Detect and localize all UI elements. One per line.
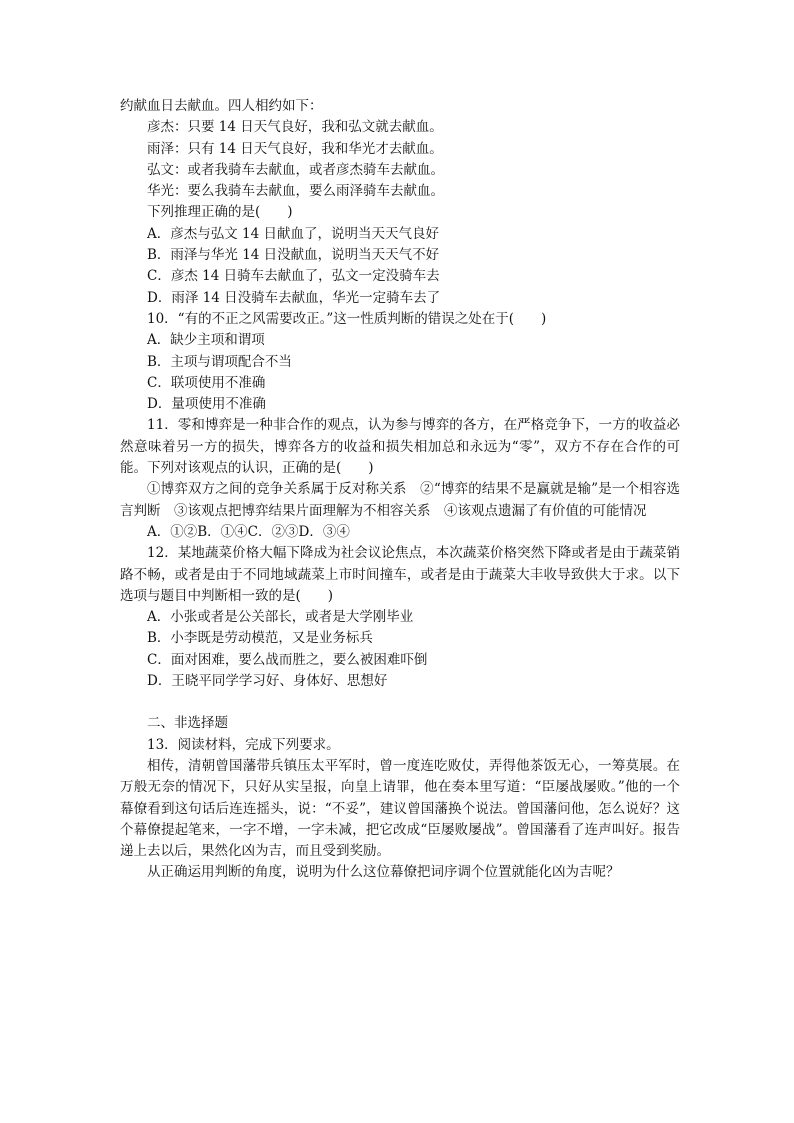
statement-hongwen: 弘文：或者我骑车去献血，或者彦杰骑车去献血。: [147, 161, 444, 178]
q10-option-c: C．联项使用不准确: [147, 374, 266, 391]
q12-stem: 12．某地蔬菜价格大幅下降成为社会议论焦点，本次蔬菜价格突然下降或者是由于蔬菜销路不畅，或者是由于不同地域蔬菜上市时间撞车，或者是由于蔬菜大丰收导致供大于求。以下选项与题目中判断相一致的是( ): [120, 545, 680, 604]
q9-question: 下列推理正确的是( ): [147, 204, 293, 221]
q9-option-a: A．彦杰与弘文 14 日献血了，说明当天天气良好: [147, 225, 440, 242]
statement-huaguang: 华光：要么我骑车去献血，要么雨泽骑车去献血。: [147, 183, 444, 200]
q10-option-b: B．主项与谓项配合不当: [147, 353, 292, 370]
section-heading: 二、非选择题: [147, 715, 228, 732]
q9-option-d: D．雨泽 14 日没骑车去献血，华光一定骑车去了: [147, 289, 441, 306]
q11-options: A．①②B．①④C．②③D．③④: [147, 523, 350, 540]
q9-option-b: B．雨泽与华光 14 日没献血，说明当天天气不好: [147, 247, 440, 264]
intro-line: 约献血日去献血。四人相约如下：: [120, 98, 323, 114]
q13-question: 从正确运用判断的角度，说明为什么这位幕僚把词序调个位置就能化凶为吉呢？: [147, 864, 620, 881]
q12-option-c: C．面对困难，要么战而胜之，要么被困难吓倒: [147, 651, 428, 668]
q12-option-d: D．王晓平同学学习好、身体好、思想好: [147, 673, 388, 690]
q10-stem: 10．“有的不正之风需要改正。”这一性质判断的错误之处在于( ): [147, 310, 547, 327]
q10-option-d: D．量项使用不准确: [147, 396, 266, 413]
section-gap: [120, 692, 680, 713]
q11-stem: 11．零和博弈是一种非合作的观点，认为参与博弈的各方，在严格竞争下，一方的收益必然意味着另一方的损失，博弈各方的收益和损失相加总和永远为“零”，双方不存在合作的可能。下列对该观点的认识，正确的是( ): [120, 417, 680, 477]
statement-yuze: 雨泽：只有 14 日天气良好，我和华光才去献血。: [147, 140, 443, 157]
q9-option-c: C．彦杰 14 日骑车去献血了，弘文一定没骑车去: [147, 268, 440, 285]
statement-yanjie: 彦杰：只要 14 日天气良好，我和弘文就去献血。: [147, 119, 443, 136]
document-page: [120, 96, 680, 884]
q12-option-a: A．小张或者是公关部长，或者是大学刚毕业: [147, 609, 414, 626]
q13-material: 相传，清朝曾国藩带兵镇压太平军时，曾一度连吃败仗，弄得他茶饭无心，一筹莫展。在万般无奈的情况下，只好从实呈报，向皇上请罪，他在奏本里写道：“臣屡战屡败。”他的一个幕僚看到这句话后连连摇头，说：“不妥”，建议曾国藩换个说法。曾国藩问他，怎么说好？这个幕僚提起笔来，一字不增，一字未减，把它改成“臣屡败屡战”。曾国藩看了连声叫好。报告递上去以后，果然化凶为吉，而且受到奖励。: [120, 757, 680, 860]
q11-statements: ①博弈双方之间的竞争关系属于反对称关系 ②“博弈的结果不是赢就是输”是一个相容选言判断 ③该观点把博弈结果片面理解为不相容关系 ④该观点遗漏了有价值的可能情况: [120, 481, 680, 519]
q13-stem: 13．阅读材料，完成下列要求。: [147, 736, 340, 753]
q12-option-b: B．小李既是劳动模范，又是业务标兵: [147, 630, 373, 647]
q10-option-a: A．缺少主项和谓项: [147, 332, 265, 349]
